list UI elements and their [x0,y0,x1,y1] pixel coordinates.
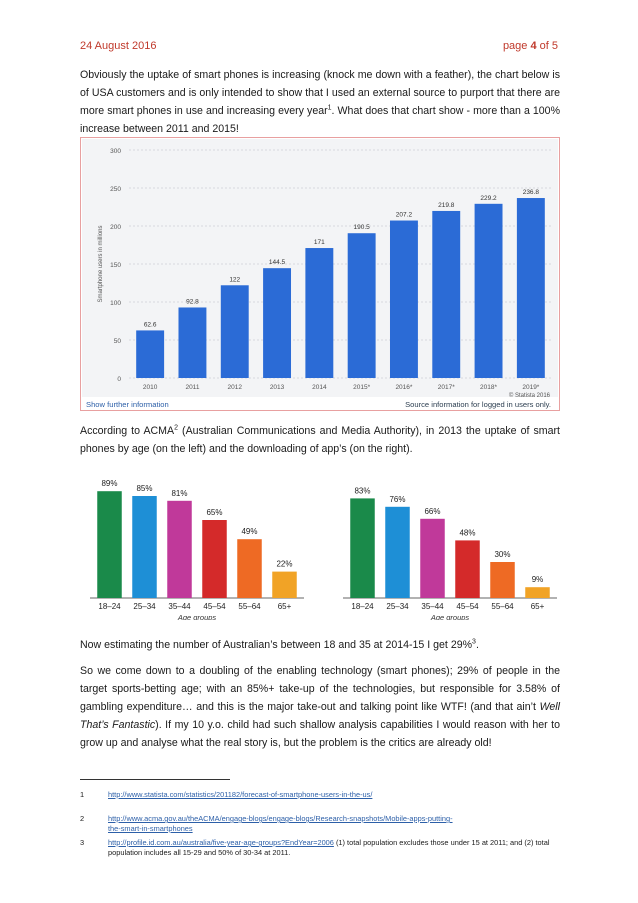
paragraph-acma-text-b: (Australian Communications and Media Authority), in 2013 the uptake of smart phones by age (on the left) and the downloading of app’s (on the right). [80,425,560,455]
footnote-divider [80,779,230,780]
x-tick-label: 2016* [395,384,413,391]
y-tick-label: 250 [110,186,121,193]
paragraph-intro [80,66,560,138]
bar-value-label: 229.2 [480,194,497,202]
x-tick-label: 18–24 [351,602,374,611]
statista-plot-area [82,139,558,397]
paragraph-intro-text: Obviously the uptake of smart phones is increasing (knock me down with a feather), the chart below is of USA customers and is only intended to show that I used an external source to purport that there are more smart phones in use and increasing every year [80,69,560,117]
footnote-3-number: 3 [80,838,85,847]
x-tick-label: 2015* [353,384,371,391]
acma-app-downloads-chart [339,462,559,620]
paragraph-conclusion-emphasis: Well That’s Fantastic [80,701,560,731]
statista-copyright: © Statista 2016 [508,393,550,397]
bar-value-label: 122 [229,276,241,284]
bar-value-label: 49% [241,527,258,537]
x-axis-label: Age groups [177,613,217,620]
paragraph-conclusion-text: So we come down to a doubling of the enabling technology (smart phones); 29% of people in the target sports-betting age; with an 85%+ take-up of the technologies, but responsible for 3.58% of gambling expenditure… and this is the major take-out and talking point like WTF! (and that ain’t [80,665,560,713]
bar-value-label: 76% [389,494,406,504]
source-information-note: Source information for logged in users only. [405,400,551,409]
bar-2011 [178,307,206,378]
bar-age-18-24 [350,498,375,598]
bar-2014 [305,248,333,378]
bar-value-label: 30% [494,550,511,559]
page-prefix: page [502,40,531,52]
x-tick-label: 55–64 [491,602,514,611]
y-tick-label: 50 [113,338,121,345]
statista-chart [80,137,560,411]
x-tick-label: 2013 [269,384,285,391]
bar-value-label: 65% [206,508,223,517]
bar-value-label: 22% [276,559,293,569]
footnote-3-note: (1) total population excludes those under 15 at 2011; and (2) total population includes all 15-29 and 50% of 30-34 at 2011. [108,838,550,857]
paragraph-estimate-text: Now estimating the number of Australian’s between 18 and 35 at 2014-15 I get 29% [80,639,473,651]
y-axis-label: Smartphone users in millions [98,225,104,303]
footnote-2-number: 2 [80,814,85,823]
bar-value-label: 144.5 [268,259,286,267]
x-tick-label: 45–54 [456,602,479,611]
bar-value-label: 62.6 [143,321,157,329]
page-suffix: of 5 [536,40,558,52]
bar-2016 [390,221,418,378]
bar-age-45-54 [202,520,227,598]
bar-value-label: 236.8 [522,189,539,197]
paragraph-acma [80,422,560,458]
y-tick-label: 200 [110,224,121,231]
bar-age-18-24 [97,491,122,598]
bar-2010 [136,330,164,378]
x-tick-label: 2012 [227,384,242,391]
bar-age-55-64 [237,539,262,598]
x-tick-label: 65+ [277,602,292,611]
bar-age-25-34 [385,507,410,598]
paragraph-estimate-tail: . [475,639,479,651]
bar-age-35-44 [167,501,192,598]
y-tick-label: 0 [117,376,121,383]
bar-2012 [221,285,249,378]
acma-app-downloads-svg [339,462,559,620]
header-date: 24 August 2016 [80,40,157,52]
x-tick-label: 55–64 [238,602,261,611]
bar-age-55-64 [490,562,515,598]
x-tick-label: 2017* [437,384,455,391]
bar-value-label: 9% [531,575,544,585]
x-tick-label: 25–34 [386,602,409,611]
bar-value-label: 85% [136,484,153,493]
y-tick-label: 150 [110,262,121,269]
bar-value-label: 66% [424,506,441,516]
paragraph-intro-tail: . What does that chart show - more than a 100% increase between 2011 and 2015! [80,105,560,135]
bar-age-65plus [272,572,297,598]
bar-age-25-34 [132,496,157,598]
statista-chart-svg [82,139,558,397]
x-tick-label: 2019* [522,384,540,391]
footnote-2 [108,814,458,834]
footnote-ref-3[interactable]: 3 [472,638,476,646]
y-tick-label: 300 [110,148,121,155]
footnote-ref-1[interactable]: 1 [327,104,332,112]
x-tick-label: 25–34 [133,602,156,611]
y-tick-label: 100 [110,300,121,307]
footnote-1-link[interactable]: http://www.statista.com/statistics/201182/forecast-of-smartphone-users-in-the-us/ [108,790,373,799]
footnote-1-number: 1 [80,790,85,799]
x-tick-label: 2018* [480,384,498,391]
bar-age-35-44 [420,519,445,598]
x-tick-label: 18–24 [98,602,121,611]
show-further-information-link[interactable]: Show further information [86,400,169,409]
acma-smartphone-uptake-chart [86,462,306,620]
bar-age-65plus [525,587,550,598]
x-tick-label: 2010 [142,384,158,391]
footnote-ref-2[interactable]: 2 [174,424,178,432]
bar-value-label: 92.8 [186,298,199,306]
x-axis-label: Age groups [430,613,470,620]
x-tick-label: 35–44 [421,602,444,611]
bar-value-label: 83% [354,486,371,496]
bar-value-label: 81% [171,488,188,498]
bar-2017 [432,211,460,378]
paragraph-estimate [80,636,560,654]
x-tick-label: 35–44 [168,602,191,611]
x-tick-label: 2011 [185,384,200,391]
bar-value-label: 89% [101,479,118,489]
footnote-3 [108,838,560,858]
x-tick-label: 65+ [530,602,545,611]
x-tick-label: 45–54 [203,602,226,611]
bar-2018 [475,204,503,378]
paragraph-conclusion-tail: ). If my 10 y.o. child had such shallow analysis capabilities I would reason with her to grow up and analyse what the real story is, but the problem is the critics are already old! [80,719,560,749]
bar-value-label: 190.5 [353,224,370,232]
bar-value-label: 48% [459,528,476,538]
bar-age-45-54 [455,540,480,598]
bar-value-label: 219.8 [438,201,455,209]
bar-2019 [517,198,545,378]
paragraph-acma-text-a: According to ACMA [80,425,175,437]
footnote-3-link[interactable]: http://profile.id.com.au/australia/five-year-age-groups?EndYear=2006 [108,838,334,847]
bar-value-label: 171 [313,239,325,247]
footnote-1 [108,790,560,800]
bar-value-label: 207.2 [395,211,413,219]
bar-2015 [348,233,376,378]
acma-smartphone-uptake-svg [86,462,306,620]
bar-2013 [263,268,291,378]
x-tick-label: 2014 [312,384,327,391]
paragraph-conclusion [80,662,560,752]
footnote-2-link[interactable]: http://www.acma.gov.au/theACMA/engage-blogs/engage-blogs/Research-snapshots/Mobile-apps-putting-the-smart-in-smartphones [108,814,453,833]
page-current: 4 [530,40,537,52]
header-page-number [503,40,558,52]
